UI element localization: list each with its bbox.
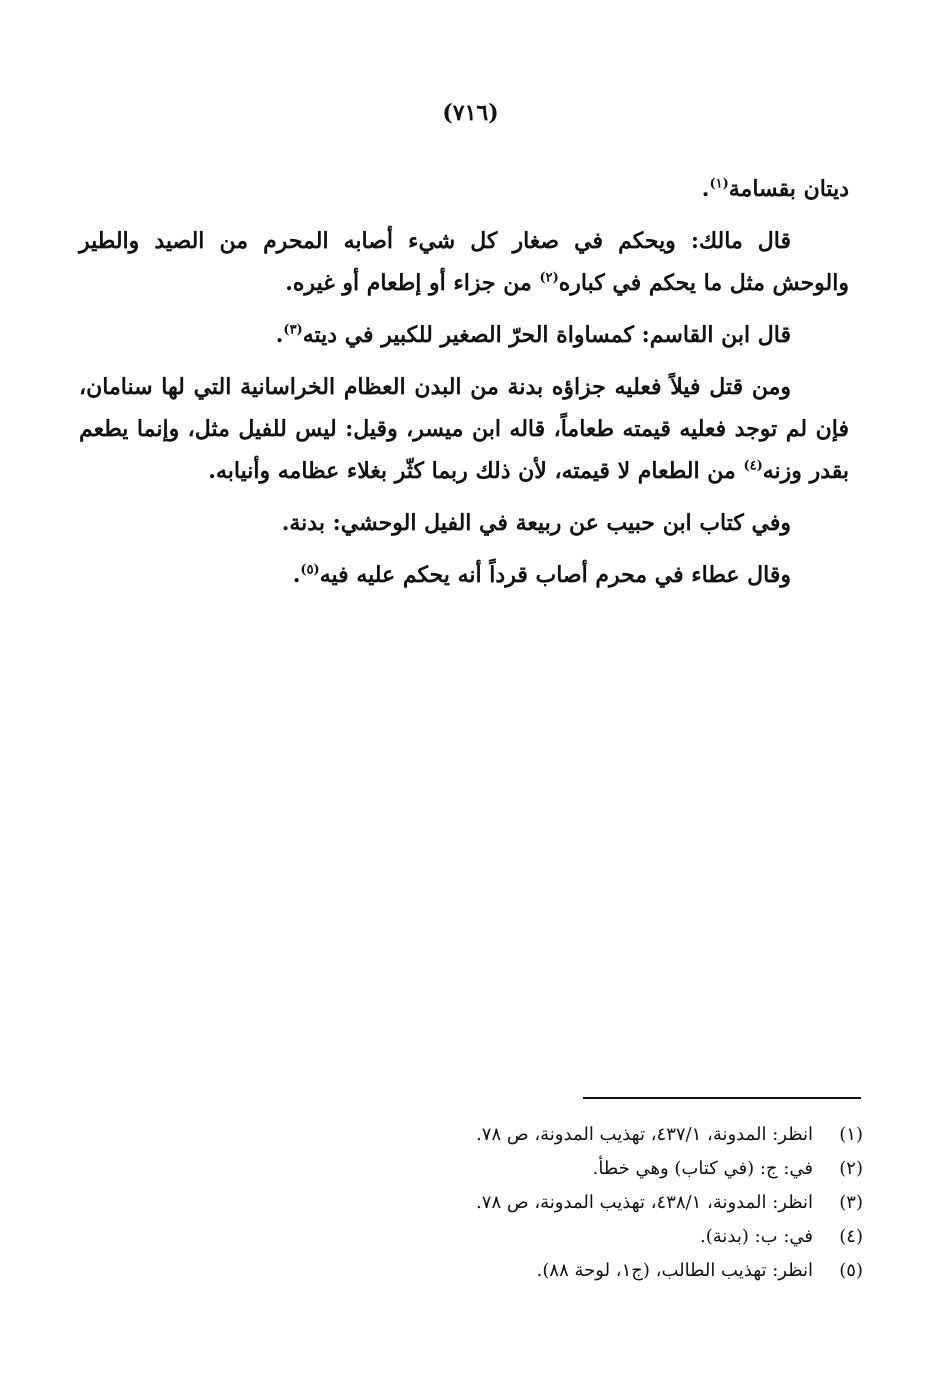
footnotes xyxy=(163,1118,863,1288)
footnote-ref-5: (٥) xyxy=(300,562,320,578)
paragraph-1: ديتان بقسامة$^{(١)}$. xyxy=(701,176,849,202)
footnote-item: (٢) في: ج: (في كتاب) وهي خطأ. xyxy=(592,1158,863,1179)
footnote-ref-4: (٤) xyxy=(743,458,763,474)
paragraph-4: ومن قتل فيلاً فعليه جزاؤه بدنة من البدن العظام الخراسانية التي لها سنامان، فإن لم توجد فعليه قيمته طعاماً، قاله ابن ميسر، وقيل: ليس للفيل مثل، وإنما يطعم بقدر وزنه$^{(٤)}$ من الطعام لا قيمته، لأن ذلك ربما كثّر بغلاء عظامه وأنيابه. xyxy=(79,374,849,484)
paragraph-6: وقال عطاء في محرم أصاب قرداً أنه يحكم عليه فيه$^{(٥)}$. xyxy=(292,562,791,588)
footnote-ref-1: (١) xyxy=(709,176,729,192)
footnote-item: (٣) انظر: المدونة، ٤٣٨/١، تهذيب المدونة، ص ٧٨. xyxy=(476,1192,863,1213)
footnote-divider xyxy=(583,1097,861,1099)
footnote-ref-3: (٣) xyxy=(283,322,303,338)
footnote-item: (١) انظر: المدونة، ٤٣٧/١، تهذيب المدونة، ص ٧٨. xyxy=(476,1124,863,1145)
paragraph-3: قال ابن القاسم: كمساواة الحرّ الصغير للكبير في ديته$^{(٣)}$. xyxy=(275,322,791,348)
footnote-item: (٥) انظر: تهذيب الطالب، (ج١، لوحة ٨٨). xyxy=(536,1260,863,1281)
page-number: (٧١٦) xyxy=(442,100,499,126)
footnote-ref-2: (٢) xyxy=(539,270,559,286)
main-text xyxy=(79,168,849,606)
footnote-item: (٤) في: ب: (بدنة). xyxy=(699,1226,863,1247)
paragraph-2: قال مالك: ويحكم في صغار كل شيء أصابه المحرم من الصيد والطير والوحش مثل ما يحكم في كباره$^{(٢)}$ من جزاء أو إطعام أو غيره. xyxy=(79,228,849,296)
paragraph-5: وفي كتاب ابن حبيب عن ربيعة في الفيل الوحشي: بدنة. xyxy=(281,510,791,536)
